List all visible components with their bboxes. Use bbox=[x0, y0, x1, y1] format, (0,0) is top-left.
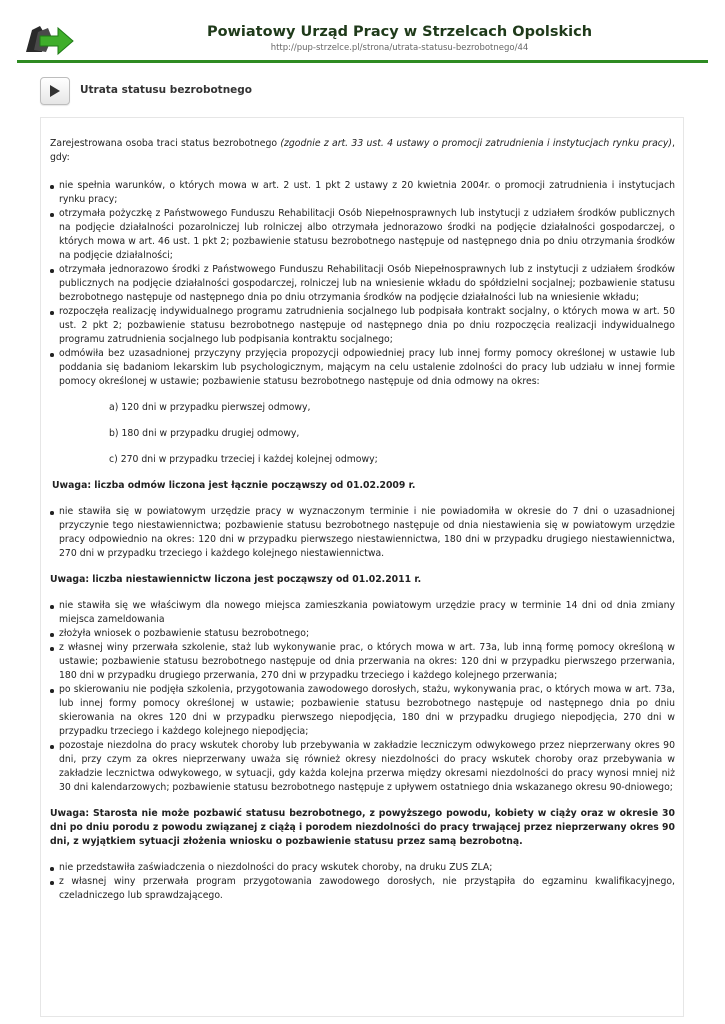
intro-law-reference: (zgodnie z art. 33 ust. 4 ustawy o promocji zatrudnienia i instytucjach rynku pracy) bbox=[280, 138, 673, 149]
list-item: po skierowaniu nie podjęła szkolenia, przygotowania zawodowego dorosłych, stażu, wykonywania prac, o których mowa w art. 73a, lub innej formy pomocy określonej w ustawie; pozbawienie statusu bezrobotnego następuje od następnego dnia po dniu skierowania na okres 120 dni w przypadku pierwszego niepodjęcia, 180 dni w przypadku drugiego niepodjęcia, 270 dni w przypadku trzeciego i każdego kolejnego niepodjęcia; bbox=[50, 683, 675, 739]
note-absences: Uwaga: liczba niestawiennictw liczona jest począwszy od 01.02.2011 r. bbox=[50, 574, 422, 585]
header-divider bbox=[17, 60, 708, 63]
conditions-list-4 bbox=[50, 861, 675, 903]
list-item: nie stawiła się w powiatowym urzędzie pracy w wyznaczonym terminie i nie powiadomiła w okresie do 7 dni o uzasadnionej przyczynie tego niestawiennictwa; pozbawienie statusu bezrobotnego następuje od dnia niestawienia się w powiatowym urzędzie pracy odpowiednio na okres: 120 dni w przypadku pierwszego niestawiennictwa, 180 dni w przypadku drugiego niestawiennictwa, 270 dni w przypadku trzeciego i każdego kolejnego niestawiennictwa. bbox=[50, 505, 675, 561]
list-item: odmówiła bez uzasadnionej przyczyny przyjęcia propozycji odpowiedniej pracy lub innej formy pomocy określonej w ustawie lub poddania się badaniom lekarskim lub psychologicznym, mającym na celu ustalenie zdolności do pracy lub udziału w innej formie pomocy określonej w ustawie; pozbawienie statusu bezrobotnego następuje od dnia odmowy na okres: bbox=[50, 347, 675, 389]
list-item: otrzymała pożyczkę z Państwowego Funduszu Rehabilitacji Osób Niepełnosprawnych lub instytucji z udziałem środków publicznych na podjęcie działalności pozarolniczej lub rolniczej albo otrzymała jednorazowo środki na podjęcie działalności gospodarczej, o których mowa w art. 46 ust. 1 pkt 2; pozbawienie statusu bezrobotnego następuje od następnego dnia po dniu otrzymania środków na podjęcie działalności; bbox=[50, 207, 675, 263]
list-item: z własnej winy przerwała program przygotowania zawodowego dorosłych, nie przystąpiła do egzaminu kwalifikacyjnego, czeladniczego lub sprawdzającego. bbox=[50, 875, 675, 903]
conditions-list-3 bbox=[50, 599, 675, 795]
list-item: rozpoczęła realizację indywidualnego programu zatrudnienia socjalnego lub podpisała kontrakt socjalny, o których mowa w art. 50 ust. 2 pkt 2; pozbawienie statusu bezrobotnego następuje od następnego dnia po dniu rozpoczęcia realizacji indywidualnego programu zatrudnienia socjalnego lub podpisania kontraktu socjalnego; bbox=[50, 305, 675, 347]
list-item: otrzymała jednorazowo środki z Państwowego Funduszu Rehabilitacji Osób Niepełnosprawnych lub z instytucji z udziałem środków publicznych na podjęcie działalności gospodarczej, rolniczej lub na wniesienie wkładu do spółdzielni socjalnej; pozbawienie statusu bezrobotnego następuje od następnego dnia po dniu otrzymania środków na podjęcie działalności lub na wniesienie wkładu; bbox=[50, 263, 675, 305]
intro-paragraph bbox=[50, 137, 675, 165]
list-item: nie spełnia warunków, o których mowa w art. 2 ust. 1 pkt 2 ustawy z 20 kwietnia 2004r. o promocji zatrudnienia i instytucjach rynku pracy; bbox=[50, 179, 675, 207]
page-header bbox=[0, 0, 725, 64]
page-url: http://pup-strzelce.pl/strona/utrata-statusu-bezrobotnego/44 bbox=[270, 43, 529, 53]
list-item: złożyła wniosek o pozbawienie statusu bezrobotnego; bbox=[50, 627, 675, 641]
arrow-logo-icon bbox=[26, 22, 74, 56]
sub-item: b) 180 dni w przypadku drugiej odmowy, bbox=[109, 428, 300, 439]
list-item: nie stawiła się we właściwym dla nowego miejsca zamieszkania powiatowym urzędzie pracy w terminie 14 dni od dnia zmiany miejsca zameldowania bbox=[50, 599, 675, 627]
note-refusals: Uwaga: liczba odmów liczona jest łącznie począwszy od 01.02.2009 r. bbox=[52, 480, 416, 491]
arrow-right-icon bbox=[40, 77, 70, 105]
conditions-list-1 bbox=[50, 179, 675, 389]
site-title: Powiatowy Urząd Pracy w Strzelcach Opolskich bbox=[206, 24, 593, 40]
refusal-periods bbox=[50, 401, 675, 467]
list-item: pozostaje niezdolna do pracy wskutek choroby lub przebywania w zakładzie leczniczym odwykowego przez nieprzerwany okres 90 dni, przy czym za okres nieprzerwany uważa się również okresy niezdolności do pracy wskutek choroby oraz przebywania w zakładzie lecznictwa odwykowego, w sytuacji, gdy każda kolejna przerwa między okresami niezdolności do pracy wynosi mniej niż 30 dni kalendarzowych; pozbawienie statusu bezrobotnego następuje z upływem ostatniego dnia wskazanego okresu 90-dniowego; bbox=[50, 739, 675, 795]
conditions-list-2 bbox=[50, 505, 675, 561]
section-title: Utrata statusu bezrobotnego bbox=[80, 84, 253, 96]
intro-text: Zarejestrowana osoba traci status bezrobotnego bbox=[50, 138, 281, 149]
list-item: nie przedstawiła zaświadczenia o niezdolności do pracy wskutek choroby, na druku ZUS ZLA; bbox=[50, 861, 675, 875]
sub-item: a) 120 dni w przypadku pierwszej odmowy, bbox=[109, 402, 311, 413]
list-item: z własnej winy przerwała szkolenie, staż lub wykonywanie prac, o których mowa w art. 73a, lub inną formę pomocy określoną w ustawie; pozbawienie statusu bezrobotnego następuje od dnia przerwania na okres: 120 dni w przypadku pierwszego przerwania, 180 dni w przypadku drugiego przerwania, 270 dni w przypadku trzeciego i każdego kolejnego przerwania; bbox=[50, 641, 675, 683]
sub-item: c) 270 dni w przypadku trzeciej i każdej kolejnej odmowy; bbox=[109, 454, 378, 465]
intro-end: , gdy: bbox=[50, 138, 676, 163]
note-pregnancy: Uwaga: Starosta nie może pozbawić statusu bezrobotnego, z powyższego powodu, kobiety w ciąży oraz w okresie 30 dni po dniu porodu z powodu związanej z ciążą i porodem niezdolności do pracy trwającej przez nieprzerwany okres 90 dni, z wyjątkiem sytuacji złożenia wniosku o pozbawienie statusu przez samą bezrobotną. bbox=[50, 808, 675, 847]
article-body bbox=[50, 137, 675, 903]
